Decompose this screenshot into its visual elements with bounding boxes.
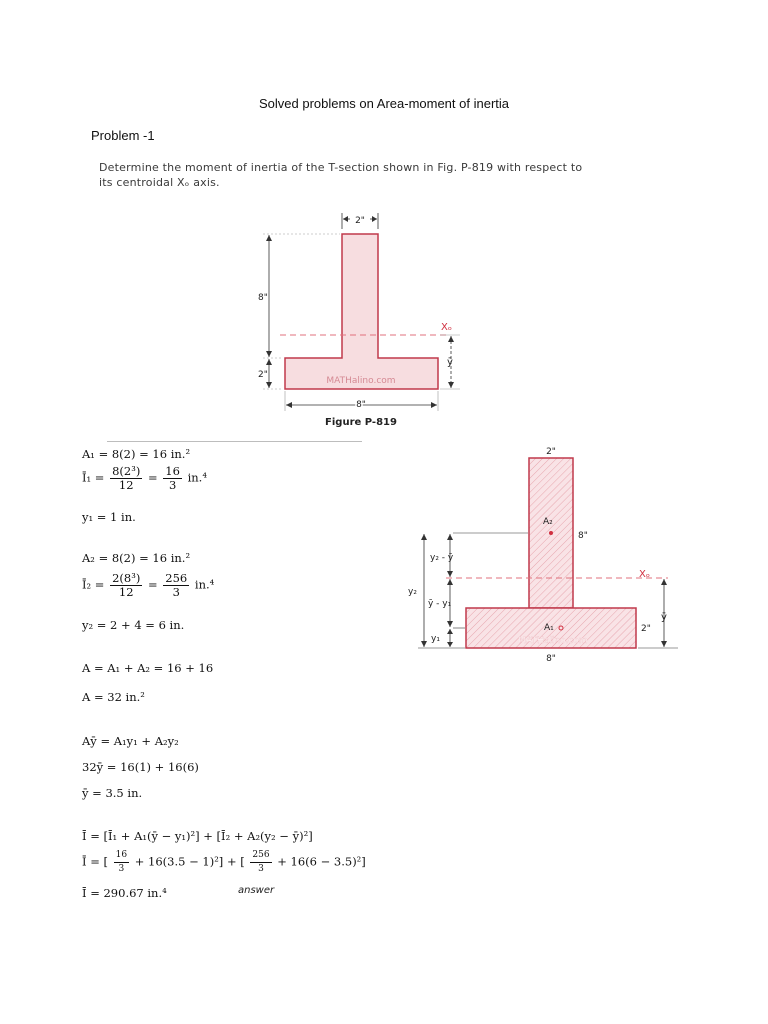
fig1-caption: Figure P-819 — [325, 417, 397, 428]
page-title: Solved problems on Area-moment of inertia — [258, 96, 509, 111]
fig2-label-a1: A₁ — [544, 623, 554, 633]
eq-i1-den-2: 3 — [168, 478, 177, 492]
fig2-dim-stem: 8" — [578, 531, 588, 541]
eq-ay-sub: 32ȳ = 16(1) + 16(6) — [82, 760, 199, 774]
eq-i1-num-2: 16 — [165, 464, 180, 478]
eq-i2-unit: in.⁴ — [194, 577, 215, 592]
eq-i1-equals: = — [147, 470, 158, 485]
eq-y2: y₂ = 2 + 4 = 6 in. — [82, 618, 185, 632]
eq-i1-frac-2 — [163, 465, 182, 492]
eq-a1: A₁ = 8(2) = 16 in.² — [82, 447, 191, 461]
t-section-shape — [285, 234, 438, 389]
eq-ibar-frac-2-den: 3 — [258, 864, 264, 874]
eq-i2 — [82, 572, 214, 599]
divider — [107, 441, 362, 442]
fig1-dim-top: 2" — [355, 216, 365, 226]
fig2-label-y2-minus-ybar: y₂ - ȳ — [430, 553, 454, 563]
eq-i2-num-1: 2(8³) — [112, 571, 141, 585]
eq-ibar-sub-a: Ī = [ — [82, 854, 108, 869]
problem-statement-line-1: Determine the moment of inertia of the T-section shown in Fig. P-819 with respect to — [99, 161, 583, 174]
eq-i1-left: Ī₁ = — [82, 470, 105, 485]
fig1-dim-left-stem: 8" — [258, 293, 268, 303]
eq-i1-unit: in.⁴ — [187, 470, 207, 485]
eq-ibar-sub-c: + 16(6 − 3.5)²] — [277, 854, 366, 869]
eq-i2-den-2: 3 — [172, 585, 180, 599]
fig2-axis-label: Xₒ — [639, 569, 650, 580]
problem-statement-line-2: its centroidal Xₒ axis. — [99, 176, 220, 189]
eq-ay: Aȳ = A₁y₁ + A₂y₂ — [82, 734, 179, 748]
fig2-label-y1: y₁ — [431, 634, 440, 644]
eq-ibar-formula: Ī = [Ī₁ + A₁(ȳ − y₁)²] + [Ī₂ + A₂(y₂ − ȳ)²] — [82, 829, 313, 843]
eq-ibar-frac-1 — [114, 849, 129, 876]
eq-ibar-frac-1-den: 3 — [118, 864, 125, 874]
eq-area-sum: A = A₁ + A₂ = 16 + 16 — [82, 661, 214, 675]
eq-ibar-frac-1-num: 16 — [114, 849, 129, 863]
eq-i2-equals: = — [147, 577, 158, 592]
eq-i1-num-1: 8(2³) — [112, 464, 141, 478]
eq-ibar-sub — [82, 849, 366, 876]
eq-ibar-result: Ī = 290.67 in.⁴ — [82, 886, 167, 900]
eq-ybar: ȳ = 3.5 in. — [82, 786, 143, 800]
fig2-ybar-label: ȳ — [661, 612, 667, 623]
centroid-a2-marker — [549, 531, 553, 535]
problem-label: Problem -1 — [91, 128, 155, 143]
eq-i2-frac-1 — [110, 572, 142, 599]
eq-a2: A₂ = 8(2) = 16 in.² — [82, 551, 191, 565]
eq-i1-frac-1 — [110, 465, 142, 492]
eq-area-total: A = 32 in.² — [82, 690, 145, 704]
fig1-ybar-label: ȳ — [447, 357, 453, 368]
fig1-dim-left-flange: 2" — [258, 370, 268, 380]
eq-ibar-sub-b: + 16(3.5 − 1)²] + [ — [134, 854, 245, 869]
eq-ibar-frac-2 — [250, 849, 271, 876]
fig2-dim-bottom: 8" — [546, 654, 556, 664]
fig2-watermark: MATHalino.com — [518, 636, 588, 646]
figure-p819 — [255, 205, 470, 430]
answer-label: answer — [238, 885, 275, 896]
fig2-dim-flange-right: 2" — [641, 624, 651, 634]
fig1-dim-bottom: 8" — [356, 400, 366, 410]
fig2-label-y2: y₂ — [408, 587, 417, 597]
fig1-axis-label: Xₒ — [441, 322, 452, 333]
fig2-label-ybar-minus-y1: ȳ - y₁ — [428, 599, 452, 609]
eq-i2-num-2: 256 — [165, 571, 188, 585]
eq-y1: y₁ = 1 in. — [82, 510, 136, 524]
fig2-label-a2: A₂ — [543, 517, 553, 527]
eq-ibar-frac-2-num: 256 — [250, 849, 271, 863]
eq-i2-den-1: 12 — [118, 585, 134, 599]
fig2-dim-top: 2" — [546, 447, 556, 457]
eq-i2-frac-2 — [163, 572, 189, 599]
eq-i2-left: Ī₂ = — [82, 577, 105, 592]
solution-figure — [398, 440, 688, 665]
fig1-watermark: MATHalino.com — [326, 376, 396, 386]
eq-i1-den-1: 12 — [118, 478, 134, 492]
problem-statement — [99, 160, 659, 190]
eq-i1 — [82, 465, 207, 492]
